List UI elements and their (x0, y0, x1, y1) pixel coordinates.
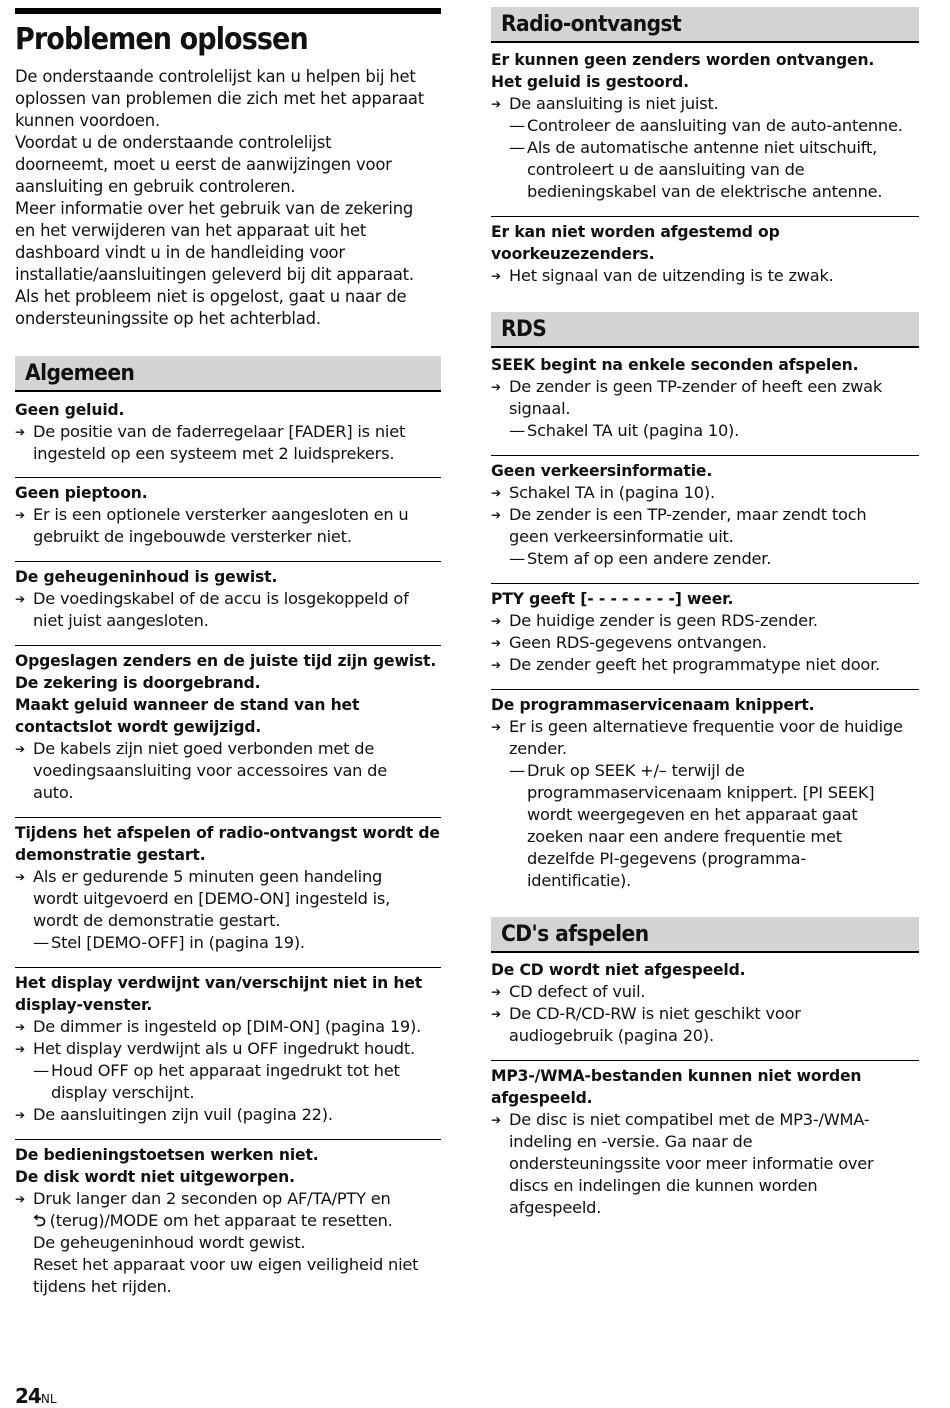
issue-voorkeuzezenders (491, 216, 919, 312)
text-line: Geen verkeersinformatie. (491, 462, 713, 480)
text-line: zoeken naar een andere frequentie met (527, 827, 842, 846)
language-code: NL (40, 1392, 57, 1406)
issue-geheugen-gewist (15, 561, 441, 645)
issue-answer (491, 981, 919, 1003)
issue-question (491, 588, 919, 610)
issue-subanswer (491, 760, 919, 892)
issue-answer (15, 1016, 441, 1038)
issue-seek (491, 348, 919, 455)
page-number (15, 1384, 57, 1408)
issue-answer (15, 421, 441, 465)
issue-answer (15, 738, 441, 804)
text-line: kunnen voordoen. (15, 111, 160, 130)
text-line: ➔ De aansluitingen zijn vuil (pagina 22). (33, 1105, 333, 1124)
issue-answer (491, 265, 919, 287)
text-line: Maakt geluid wanneer de stand van het (15, 696, 360, 714)
text-line: Er kunnen geen zenders worden ontvangen. (491, 51, 875, 69)
issue-answer (15, 588, 441, 632)
issue-bedieningstoetsen (15, 1139, 441, 1298)
section-title: Radio-ontvangst (501, 11, 682, 37)
issue-answer (491, 1003, 919, 1047)
text-line: controleert u de aansluiting van de (527, 160, 805, 179)
text-line: wordt de demonstratie gestart. (33, 911, 281, 930)
issue-display (15, 967, 441, 1139)
text-line: Geen geluid. (15, 401, 125, 419)
issue-answer (15, 866, 441, 932)
issue-question (491, 460, 919, 482)
issue-note (15, 1232, 441, 1298)
section-heading-radio (491, 7, 919, 43)
text-line: aansluiting en gebruik controleren. (15, 177, 296, 196)
issue-mp3-wma (491, 1060, 919, 1219)
text-line: ➔ Het signaal van de uitzending is te zwak. (509, 266, 834, 285)
text-line: audiogebruik (pagina 20). (509, 1026, 714, 1045)
text-line: ➔ De aansluiting is niet juist. (509, 94, 719, 113)
back-arrow-icon: ⮌ (33, 1211, 46, 1230)
right-column (491, 0, 919, 1219)
text-line: — Stel [DEMO-OFF] in (pagina 19). (51, 933, 305, 952)
text-line: afgespeeld. (509, 1198, 602, 1217)
section-title: RDS (501, 316, 547, 342)
text-line: voorkeuzezenders. (491, 245, 655, 263)
issue-subanswer (491, 420, 919, 442)
text-line: ➔ De CD-R/CD-RW is niet geschikt voor (509, 1004, 801, 1023)
text-line: installatie/aansluitingen geleverd bij dit apparaat. (15, 265, 414, 284)
text-line: — Houd OFF op het apparaat ingedrukt tot het (51, 1061, 400, 1080)
text-line: dashboard vindt u in de handleiding voor (15, 243, 345, 262)
issue-subanswer (491, 548, 919, 570)
text-line: Als het probleem niet is opgelost, gaat u naar de (15, 287, 407, 306)
text-line: gebruikt de ingebouwde versterker niet. (33, 527, 352, 546)
issue-zenders-gewist (15, 645, 441, 817)
text-line: Het geluid is gestoord. (491, 73, 689, 91)
issue-answer-continued (15, 1210, 441, 1232)
text-line: ➔ De positie van de faderregelaar [FADER] is niet (33, 422, 406, 441)
text-line: De programmaservicenaam knippert. (491, 696, 815, 714)
text-line: ➔ Schakel TA in (pagina 10). (509, 483, 715, 502)
text-line: contactslot wordt gewijzigd. (15, 718, 262, 736)
text-line: SEEK begint na enkele seconden afspelen. (491, 356, 859, 374)
issue-answer (15, 1104, 441, 1126)
text-line: ➔ Er is een optionele versterker aangesloten en u (33, 505, 409, 524)
issue-pty (491, 583, 919, 689)
text-line: ➔ CD defect of vuil. (509, 982, 646, 1001)
issue-question (15, 566, 441, 588)
issue-question (15, 399, 441, 421)
text-line: indeling en -versie. Ga naar de (509, 1132, 753, 1151)
section-heading-algemeen (15, 356, 441, 392)
text-line: display verschijnt. (51, 1083, 195, 1102)
text-line: wordt uitgevoerd en [DEMO-ON] ingesteld is, (33, 889, 391, 908)
issue-answer (491, 1109, 919, 1219)
text-line: De geheugeninhoud wordt gewist. (33, 1233, 306, 1252)
text-line: ➔ De disc is niet compatibel met de MP3-/WMA- (509, 1110, 870, 1129)
text-line: ➔ De voedingskabel of de accu is losgekoppeld of (33, 589, 409, 608)
text-line: Er kan niet worden afgestemd op (491, 223, 780, 241)
text-line: ➔ De kabels zijn niet goed verbonden met de (33, 739, 375, 758)
issue-question (15, 650, 441, 738)
text-line: Het display verdwijnt van/verschijnt niet in het (15, 974, 423, 992)
text-line: dezelfde PI-gegevens (programma- (527, 849, 807, 868)
text-line: ingesteld op een systeem met 2 luidsprekers. (33, 444, 395, 463)
text-line: Geen pieptoon. (15, 484, 148, 502)
text-line: ➔ Het display verdwijnt als u OFF ingedrukt houdt. (33, 1039, 415, 1058)
issue-question (491, 49, 919, 93)
text-line: discs en indelingen die kunnen worden (509, 1176, 818, 1195)
issue-answer (491, 482, 919, 504)
text-line: Voordat u de onderstaande controlelijst (15, 133, 332, 152)
text-line: ➔ Er is geen alternatieve frequentie voor de huidige (509, 717, 903, 736)
issue-geen-geluid (15, 392, 441, 477)
issue-question (15, 482, 441, 504)
text-line: niet juist aangesloten. (33, 611, 209, 630)
section-heading-rds (491, 312, 919, 348)
issue-answer (15, 1038, 441, 1060)
text-line: MP3-/WMA-bestanden kunnen niet worden (491, 1067, 862, 1085)
text-line: ➔ De dimmer is ingesteld op [DIM-ON] (pagina 19). (33, 1017, 422, 1036)
text-line: ondersteuningssite op het achterblad. (15, 309, 321, 328)
text-line: De zekering is doorgebrand. (15, 674, 261, 692)
issue-question (491, 221, 919, 265)
page-number-value: 24 (15, 1384, 41, 1408)
text-line: auto. (33, 783, 74, 802)
text-line: en het verwijderen van het apparaat uit het (15, 221, 367, 240)
issue-question (491, 1065, 919, 1109)
issue-geen-zenders (491, 43, 919, 216)
text-line: — Schakel TA uit (pagina 10). (527, 421, 740, 440)
text-line: — Druk op SEEK +/– terwijl de (527, 761, 745, 780)
issue-subanswer (15, 932, 441, 954)
text-line: Reset het apparaat voor uw eigen veiligheid niet (33, 1255, 419, 1274)
issue-geen-pieptoon (15, 477, 441, 561)
issue-question (15, 822, 441, 866)
issue-cd-niet-afgespeeld (491, 953, 919, 1060)
issue-answer (15, 1188, 441, 1210)
text-line: bedieningskabel van de elektrische antenne. (527, 182, 883, 201)
text-line: tijdens het rijden. (33, 1277, 172, 1296)
text-line: zender. (509, 739, 567, 758)
text-line: PTY geeft [- - - - - - - -] weer. (491, 590, 734, 608)
text-line: — Controleer de aansluiting van de auto-antenne. (527, 116, 903, 135)
text-line: ➔ De zender is geen TP-zender of heeft een zwak (509, 377, 883, 396)
text-line: demonstratie gestart. (15, 846, 206, 864)
text-line: wordt weergegeven en het apparaat gaat (527, 805, 858, 824)
section-title: Algemeen (25, 360, 135, 386)
text-line: De disk wordt niet uitgeworpen. (15, 1168, 295, 1186)
issue-subanswer (491, 137, 919, 203)
issue-demonstratie (15, 817, 441, 967)
issue-answer (491, 376, 919, 420)
issue-answer (491, 632, 919, 654)
text-line: — Als de automatische antenne niet uitschuift, (527, 138, 878, 157)
text-line: Tijdens het afspelen of radio-ontvangst wordt de (15, 824, 440, 842)
left-column (15, 0, 441, 1298)
text-line: ➔ Geen RDS-gegevens ontvangen. (509, 633, 767, 652)
text-line: voedingsaansluiting voor accessoires van de (33, 761, 388, 780)
issue-subanswer (15, 1060, 441, 1104)
issue-question (15, 972, 441, 1016)
text-line: display-venster. (15, 996, 153, 1014)
issue-answer (491, 654, 919, 676)
issue-answer (491, 504, 919, 548)
text-line: oplossen van problemen die zich met het apparaat (15, 89, 424, 108)
text-line: — Stem af op een andere zender. (527, 549, 772, 568)
issue-answer (15, 504, 441, 548)
text-line: doorneemt, moet u eerst de aanwijzingen voor (15, 155, 392, 174)
issue-question (491, 354, 919, 376)
issue-answer (491, 93, 919, 115)
text-line: ➔ De huidige zender is geen RDS-zender. (509, 611, 818, 630)
text-line: De onderstaande controlelijst kan u helpen bij het (15, 67, 416, 86)
section-heading-cd (491, 917, 919, 953)
issue-answer (491, 610, 919, 632)
text-line: signaal. (509, 399, 571, 418)
title-rule (15, 8, 441, 58)
text-line: De geheugeninhoud is gewist. (15, 568, 278, 586)
intro-text (15, 66, 441, 330)
issue-question (491, 694, 919, 716)
answer-text: (terug)/MODE om het apparaat te resetten. (49, 1211, 393, 1230)
section-title: CD's afspelen (501, 921, 649, 947)
text-line: ➔ Druk langer dan 2 seconden op AF/TA/PTY en (33, 1189, 391, 1208)
text-line: ➔ De zender geeft het programmatype niet door. (509, 655, 881, 674)
issue-verkeersinformatie (491, 455, 919, 583)
text-line: Opgeslagen zenders en de juiste tijd zijn gewist. (15, 652, 437, 670)
text-line: ➔ De zender is een TP-zender, maar zendt toch (509, 505, 867, 524)
text-line: ➔ Als er gedurende 5 minuten geen handeling (33, 867, 383, 886)
issue-question (15, 1144, 441, 1188)
text-line: ondersteuningssite voor meer informatie over (509, 1154, 874, 1173)
text-line: afgespeeld. (491, 1089, 593, 1107)
text-line: identificatie). (527, 871, 632, 890)
issue-answer (491, 716, 919, 760)
issue-programmaservicenaam (491, 689, 919, 917)
page-title: Problemen oplossen (15, 22, 308, 57)
text-line: De CD wordt niet afgespeeld. (491, 961, 746, 979)
text-line: programmaservicenaam knippert. [PI SEEK] (527, 783, 875, 802)
text-line: Meer informatie over het gebruik van de zekering (15, 199, 414, 218)
issue-question (491, 959, 919, 981)
issue-subanswer (491, 115, 919, 137)
text-line: geen verkeersinformatie uit. (509, 527, 734, 546)
text-line: De bedieningstoetsen werken niet. (15, 1146, 319, 1164)
